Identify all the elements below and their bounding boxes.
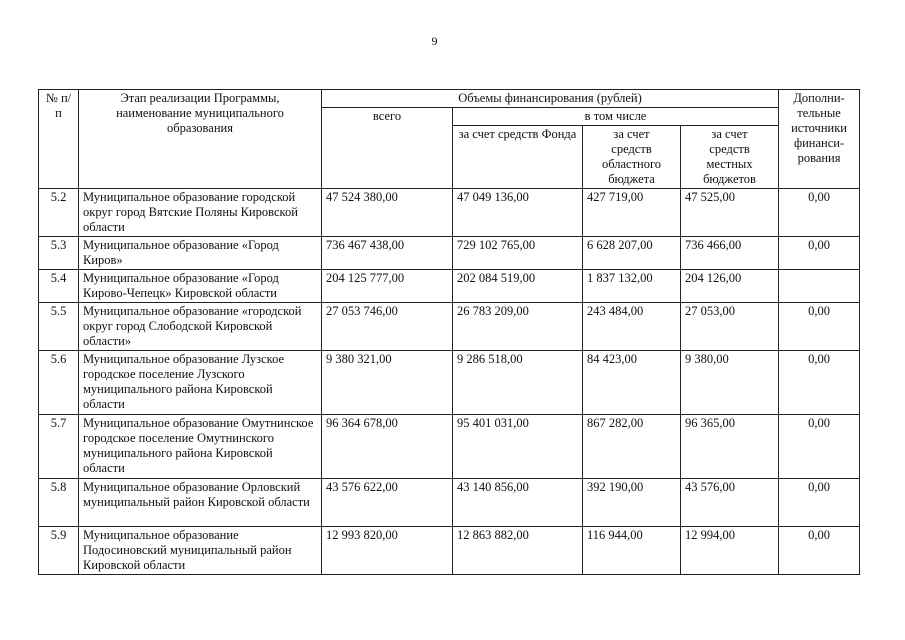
row-num: 5.2 (39, 189, 79, 237)
row-total: 96 364 678,00 (322, 415, 453, 479)
row-total: 43 576 622,00 (322, 479, 453, 527)
row-fund: 26 783 209,00 (453, 303, 583, 351)
row-num: 5.9 (39, 527, 79, 575)
header-regional: за счет средств областного бюджета (583, 126, 681, 189)
row-local: 736 466,00 (681, 237, 779, 270)
row-local: 96 365,00 (681, 415, 779, 479)
row-local: 12 994,00 (681, 527, 779, 575)
row-num: 5.4 (39, 270, 79, 303)
row-name: Муниципальное образование Подосиновский муниципальный район Кировской области (79, 527, 322, 575)
row-fund: 202 084 519,00 (453, 270, 583, 303)
financing-table (38, 89, 860, 575)
row-name: Муниципальное образование городской округ город Вятские Поляны Кировской области (79, 189, 322, 237)
row-local: 43 576,00 (681, 479, 779, 527)
row-fund: 9 286 518,00 (453, 351, 583, 415)
row-name: Муниципальное образование Омутнинское городское поселение Омутнинского муниципального района Кировской области (79, 415, 322, 479)
row-local: 27 053,00 (681, 303, 779, 351)
row-total: 12 993 820,00 (322, 527, 453, 575)
row-fund: 12 863 882,00 (453, 527, 583, 575)
row-total: 47 524 380,00 (322, 189, 453, 237)
header-extra: Дополни-тельные источники финанси-рования (779, 90, 860, 189)
row-regional: 84 423,00 (583, 351, 681, 415)
row-extra: 0,00 (779, 303, 860, 351)
row-local: 47 525,00 (681, 189, 779, 237)
row-num: 5.5 (39, 303, 79, 351)
header-fund: за счет средств Фонда (453, 126, 583, 189)
row-name: Муниципальное образование «Город Кирово-Чепецк» Кировской области (79, 270, 322, 303)
table-row (39, 189, 860, 237)
row-num: 5.7 (39, 415, 79, 479)
row-name: Муниципальное образование «городской округ город Слободской Кировской области» (79, 303, 322, 351)
table-row (39, 270, 860, 303)
table-row (39, 351, 860, 415)
header-including: в том числе (453, 108, 779, 126)
row-fund: 43 140 856,00 (453, 479, 583, 527)
row-name: Муниципальное образование Орловский муниципальный район Кировской области (79, 479, 322, 527)
table-row (39, 237, 860, 270)
row-regional: 116 944,00 (583, 527, 681, 575)
row-extra: 0,00 (779, 415, 860, 479)
header-stage: Этап реализации Программы, наименование муниципального образования (79, 90, 322, 189)
row-extra: 0,00 (779, 479, 860, 527)
header-num: № п/п (39, 90, 79, 189)
row-num: 5.8 (39, 479, 79, 527)
row-regional: 243 484,00 (583, 303, 681, 351)
row-num: 5.6 (39, 351, 79, 415)
header-total: всего (322, 108, 453, 189)
row-fund: 47 049 136,00 (453, 189, 583, 237)
row-extra (779, 270, 860, 303)
row-local: 9 380,00 (681, 351, 779, 415)
row-fund: 95 401 031,00 (453, 415, 583, 479)
row-extra: 0,00 (779, 527, 860, 575)
row-total: 9 380 321,00 (322, 351, 453, 415)
row-name: Муниципальное образование Лузское городское поселение Лузского муниципального района Кировской области (79, 351, 322, 415)
row-regional: 1 837 132,00 (583, 270, 681, 303)
header-local: за счет средств местных бюджетов (681, 126, 779, 189)
row-total: 736 467 438,00 (322, 237, 453, 270)
table-row (39, 479, 860, 527)
row-total: 27 053 746,00 (322, 303, 453, 351)
row-extra: 0,00 (779, 189, 860, 237)
row-regional: 6 628 207,00 (583, 237, 681, 270)
row-regional: 427 719,00 (583, 189, 681, 237)
header-volumes: Объемы финансирования (рублей) (322, 90, 779, 108)
row-extra: 0,00 (779, 351, 860, 415)
row-regional: 867 282,00 (583, 415, 681, 479)
row-total: 204 125 777,00 (322, 270, 453, 303)
page-number: 9 (431, 34, 438, 48)
row-local: 204 126,00 (681, 270, 779, 303)
row-fund: 729 102 765,00 (453, 237, 583, 270)
row-extra: 0,00 (779, 237, 860, 270)
table-row (39, 415, 860, 479)
table-row (39, 527, 860, 575)
row-regional: 392 190,00 (583, 479, 681, 527)
row-name: Муниципальное образование «Город Киров» (79, 237, 322, 270)
row-num: 5.3 (39, 237, 79, 270)
table-row (39, 303, 860, 351)
